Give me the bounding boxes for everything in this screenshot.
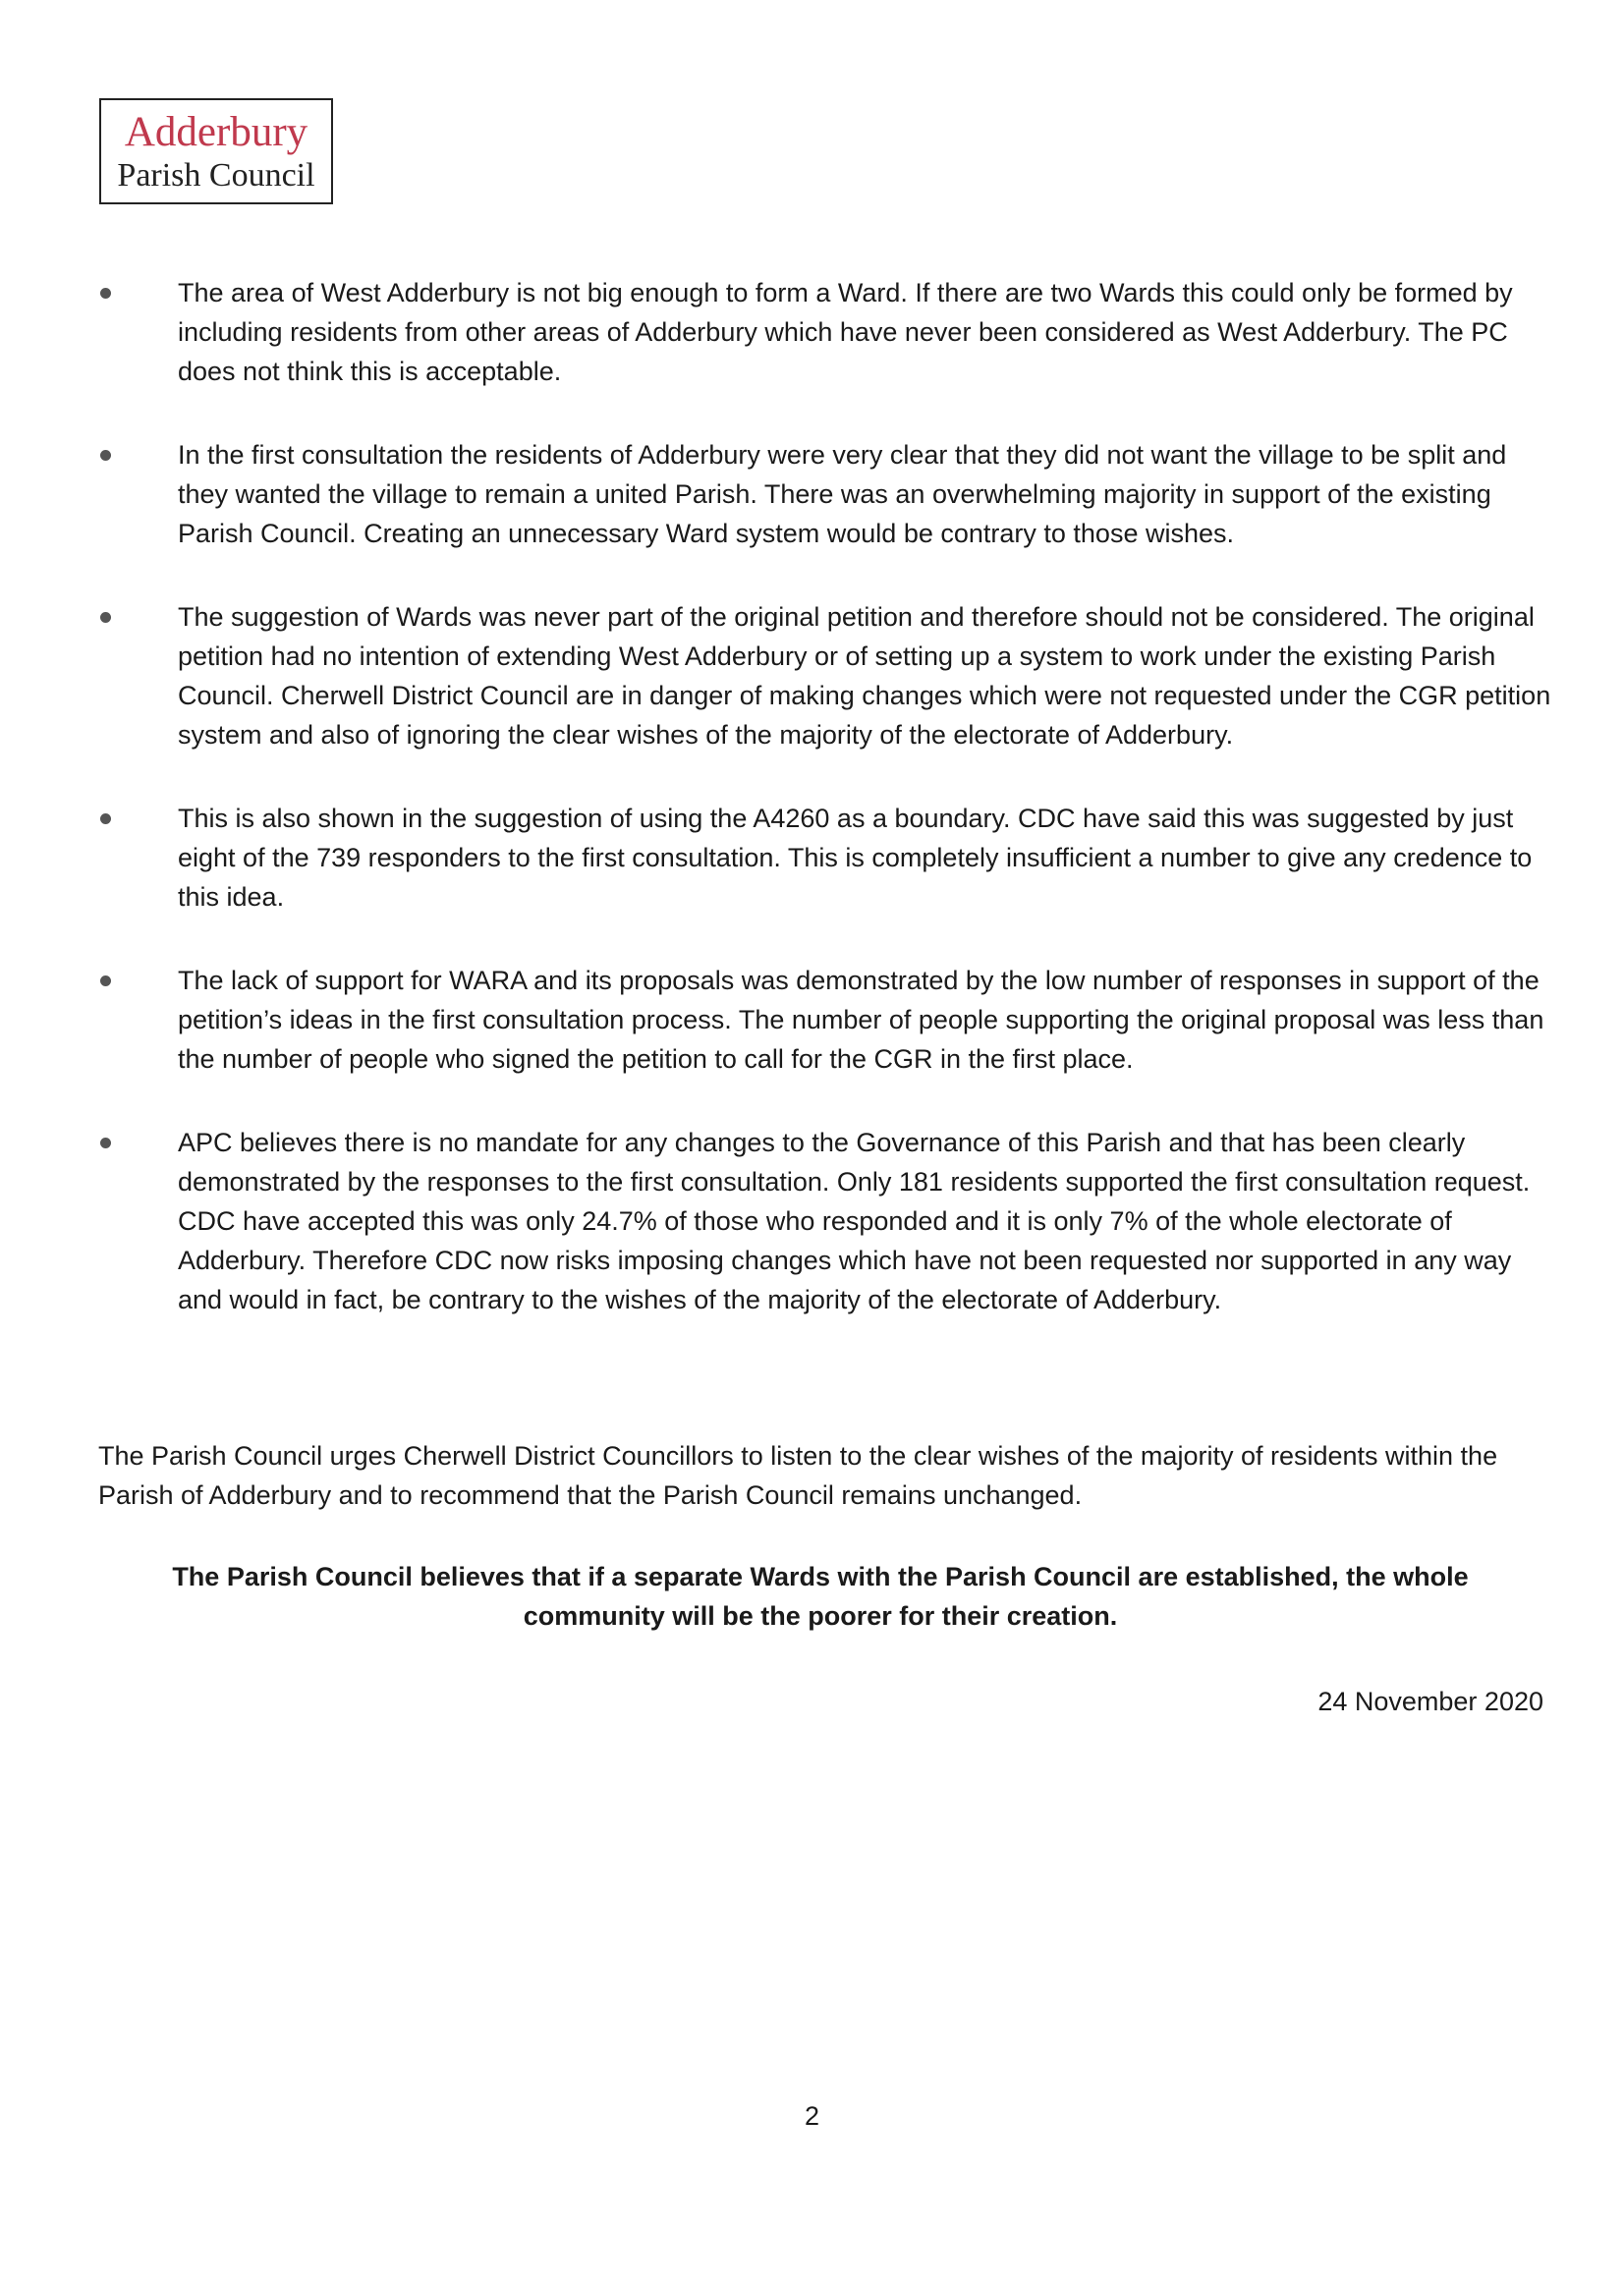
bullet-text: The area of West Adderbury is not big enough to form a Ward. If there are two Wards this could only be formed by including residents from other areas of Adderbury which have never been considered as West Adderbury. The PC does not think this is acceptable. [178,278,1513,386]
bullet-icon [100,612,111,623]
list-item [98,435,1552,553]
bullet-text: The lack of support for WARA and its proposals was demonstrated by the low number of responses in support of the petition’s ideas in the first consultation process. The number of people supporting the original proposal was less than the number of people who signed the petition to call for the CGR in the first place. [178,966,1544,1074]
bullet-icon [100,450,111,461]
list-item [98,799,1552,917]
list-item [98,597,1552,754]
bullet-list [98,273,1552,1364]
list-item [98,273,1552,391]
bullet-text: APC believes there is no mandate for any changes to the Governance of this Parish and that has been clearly demonstrated by the responses to the first consultation. Only 181 residents supported the first consultation request. CDC have accepted this was only 24.7% of those who responded and it is only 7% of the whole electorate of Adderbury. Therefore CDC now risks imposing changes which have not been requested nor supported in any way and would in fact, be contrary to the wishes of the majority of the electorate of Adderbury. [178,1128,1531,1314]
bullet-icon [100,975,111,986]
conclusion-statement: The Parish Council believes that if a separate Wards with the Parish Council are established, the whole community will be the poorer for their creation. [172,1562,1469,1631]
bullet-icon [100,1138,111,1148]
closing-paragraph: The Parish Council urges Cherwell District Councillors to listen to the clear wishes of the majority of residents within the Parish of Adderbury and to recommend that the Parish Council remains unchanged. [98,1441,1498,1510]
bullet-icon [100,813,111,824]
document-date: 24 November 2020 [1317,1687,1543,1716]
bullet-icon [100,288,111,299]
parish-council-logo [99,98,333,204]
bullet-text: This is also shown in the suggestion of using the A4260 as a boundary. CDC have said this was suggested by just eight of the 739 responders to the first consultation. This is completely insufficient a number to give any credence to this idea. [178,804,1533,912]
bullet-text: The suggestion of Wards was never part of the original petition and therefore should not be considered. The original petition had no intention of extending West Adderbury or of setting up a system to work under the existing Parish Council. Cherwell District Council are in danger of making changes which were not requested under the CGR petition system and also of ignoring the clear wishes of the majority of the electorate of Adderbury. [178,602,1551,750]
logo-subtitle: Parish Council [117,157,315,194]
list-item [98,1123,1552,1319]
list-item [98,961,1552,1079]
page-number: 2 [804,2101,820,2131]
bullet-text: In the first consultation the residents of Adderbury were very clear that they did not want the village to be split and they wanted the village to remain a united Parish. There was an overwhelming majority in support of the existing Parish Council. Creating an unnecessary Ward system would be contrary to those wishes. [178,440,1507,548]
logo-title: Adderbury [124,109,308,155]
